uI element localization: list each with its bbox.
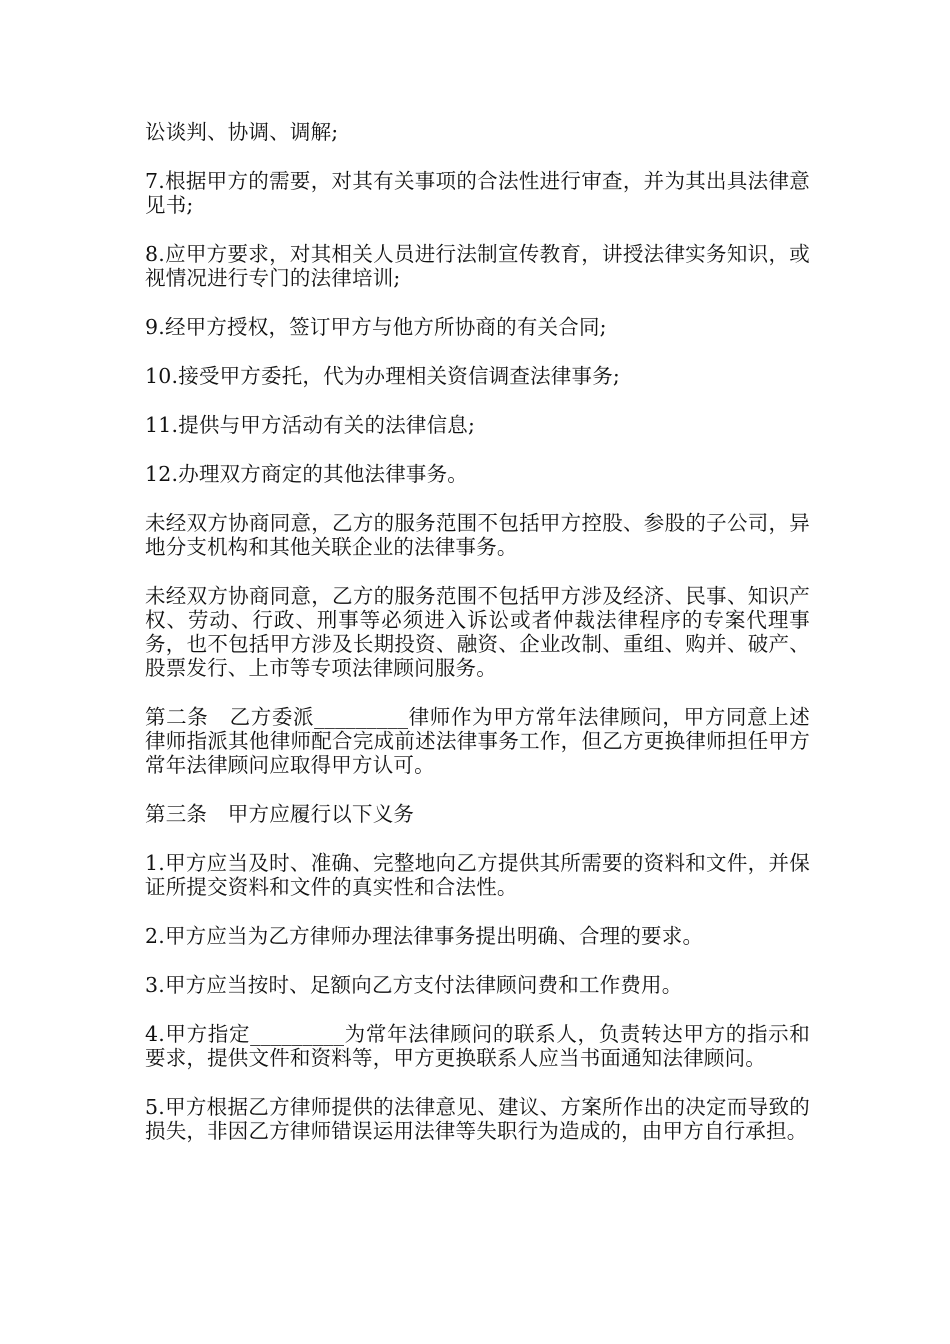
paragraph-item-11: 11.提供与甲方活动有关的法律信息; bbox=[145, 413, 476, 437]
paragraph-item-8: 8.应甲方要求，对其相关人员进行法制宣传教育，讲授法律实务知识，或视情况进行专门的法律培训; bbox=[145, 242, 810, 290]
document-body bbox=[145, 120, 810, 1168]
paragraph-obligation-4: 4.甲方指定_________为常年法律顾问的联系人，负责转达甲方的指示和要求，提供文件和资料等，甲方更换联系人应当书面通知法律顾问。 bbox=[145, 1022, 810, 1070]
paragraph-item-7: 7.根据甲方的需要，对其有关事项的合法性进行审查，并为其出具法律意见书; bbox=[145, 169, 810, 217]
paragraph-item-10: 10.接受甲方委托，代为办理相关资信调查法律事务; bbox=[145, 364, 621, 388]
paragraph-scope-exclusion-1: 未经双方协商同意，乙方的服务范围不包括甲方控股、参股的子公司，异地分支机构和其他关联企业的法律事务。 bbox=[145, 511, 810, 559]
paragraph-article-3-heading: 第三条 甲方应履行以下义务 bbox=[145, 802, 415, 826]
paragraph-obligation-5: 5.甲方根据乙方律师提供的法律意见、建议、方案所作出的决定而导致的损失，非因乙方律师错误运用法律等失职行为造成的，由甲方自行承担。 bbox=[145, 1095, 810, 1143]
paragraph-obligation-1: 1.甲方应当及时、准确、完整地向乙方提供其所需要的资料和文件，并保证所提交资料和文件的真实性和合法性。 bbox=[145, 851, 810, 899]
paragraph-scope-exclusion-2: 未经双方协商同意，乙方的服务范围不包括甲方涉及经济、民事、知识产权、劳动、行政、刑事等必须进入诉讼或者仲裁法律程序的专案代理事务，也不包括甲方涉及长期投资、融资、企业改制、重组、购并、破产、股票发行、上市等专项法律顾问服务。 bbox=[145, 584, 810, 680]
paragraph-item-9: 9.经甲方授权，签订甲方与他方所协商的有关合同; bbox=[145, 315, 607, 339]
paragraph-obligation-3: 3.甲方应当按时、足额向乙方支付法律顾问费和工作费用。 bbox=[145, 973, 683, 997]
paragraph-obligation-2: 2.甲方应当为乙方律师办理法律事务提出明确、合理的要求。 bbox=[145, 924, 704, 948]
paragraph-continuation: 讼谈判、协调、调解; bbox=[145, 120, 339, 144]
paragraph-item-12: 12.办理双方商定的其他法律事务。 bbox=[145, 462, 469, 486]
paragraph-article-2: 第二条 乙方委派_________律师作为甲方常年法律顾问，甲方同意上述律师指派其他律师配合完成前述法律事务工作，但乙方更换律师担任甲方常年法律顾问应取得甲方认可。 bbox=[145, 705, 810, 777]
